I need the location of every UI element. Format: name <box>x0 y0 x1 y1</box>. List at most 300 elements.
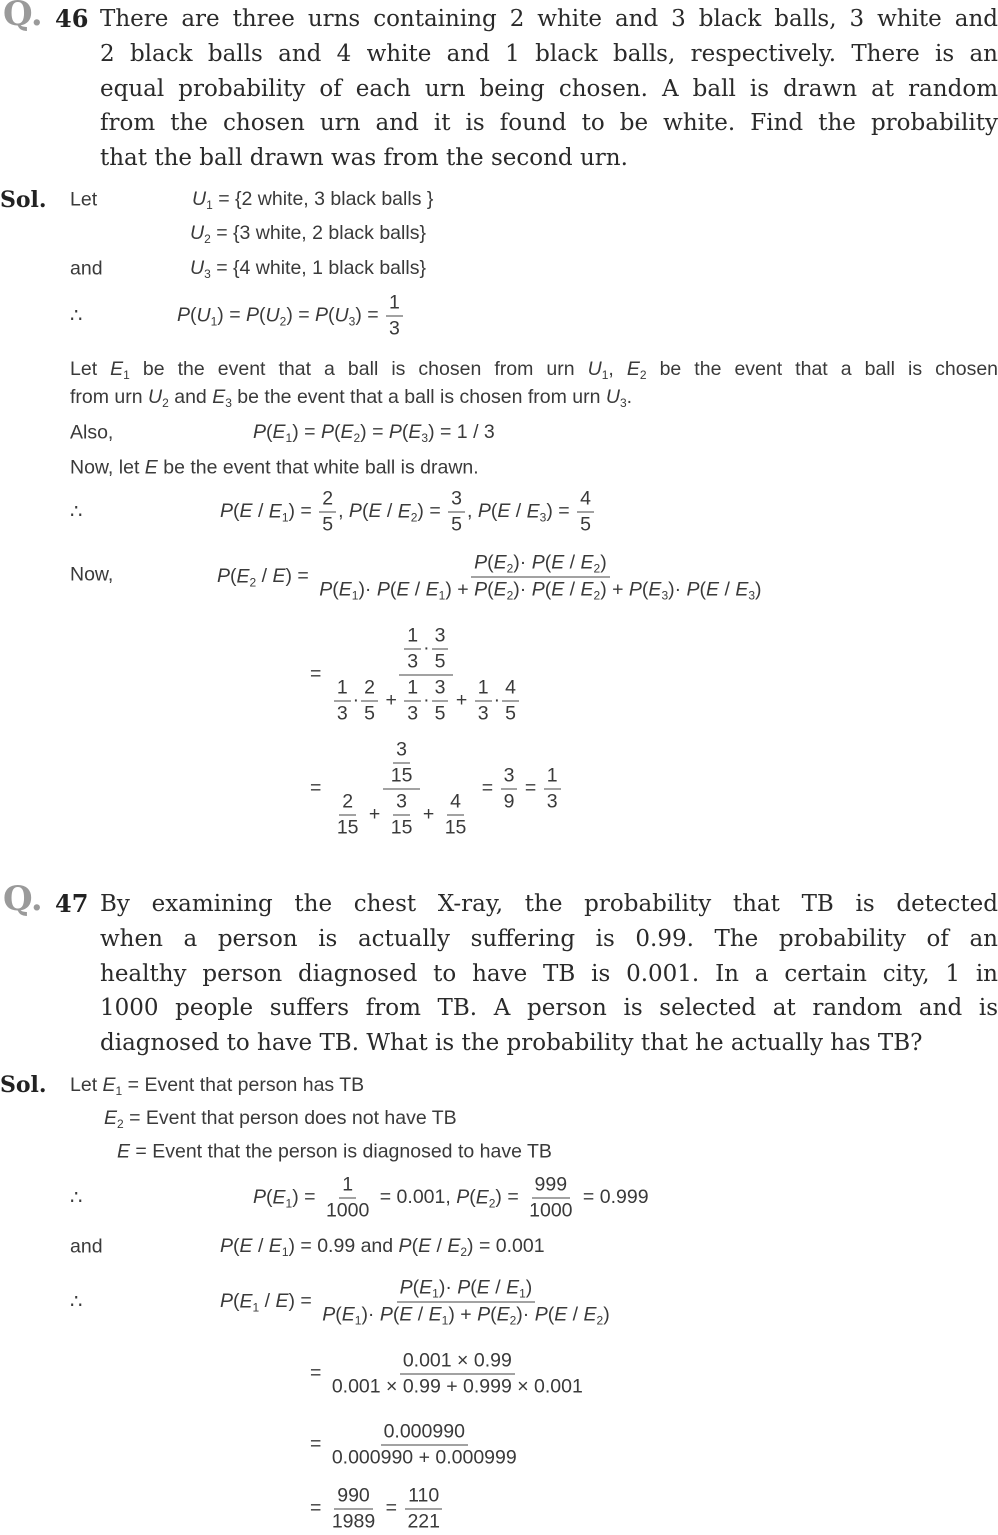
math-text: )· <box>668 578 687 601</box>
math-text: ) <box>600 551 607 574</box>
fraction <box>432 677 449 726</box>
math-text: = <box>519 777 542 800</box>
math-variable: $E_1$ <box>239 1290 260 1315</box>
question-47-line: diagnosed to have TB. What is the probability that he actually has TB? <box>100 1030 923 1056</box>
fraction-numerator <box>393 791 410 816</box>
fraction-denominator <box>388 764 416 788</box>
math-text: 1 <box>477 676 489 699</box>
math-text: 3 <box>407 702 419 725</box>
math-text: be the event that a ball is chosen <box>646 358 998 380</box>
math-text: / <box>381 500 398 523</box>
math-text: Let <box>70 358 111 380</box>
math-variable: P <box>531 551 545 574</box>
math-variable: P <box>474 551 488 574</box>
math-text: / <box>431 1235 448 1257</box>
math-variable: P <box>315 304 329 327</box>
math-subscript: 1 <box>281 1245 289 1259</box>
question-46-line: 2 black balls and 4 white and 1 black balls, respectively. There is an <box>100 41 998 67</box>
math-text: 15 <box>444 816 467 839</box>
math-text: ) = <box>286 304 316 327</box>
math-line <box>310 1350 588 1399</box>
math-variable: $E_2$ <box>104 1107 124 1131</box>
math-text: Let <box>70 1074 103 1096</box>
math-text: 3 <box>434 624 446 647</box>
math-text: ) = <box>495 1186 525 1209</box>
math-text: 1000 <box>529 1199 573 1222</box>
math-text: ( <box>259 304 266 327</box>
fraction-numerator <box>544 765 561 790</box>
math-variable: E <box>399 1303 413 1326</box>
math-text: / <box>252 500 269 523</box>
fraction <box>334 791 362 840</box>
math-text: ( <box>389 578 397 601</box>
fraction-numerator <box>397 1277 536 1303</box>
math-text: 5 <box>364 702 376 725</box>
math-variable: $E_3$ <box>526 500 547 525</box>
math-text: 0.001 × 0.99 <box>402 1349 512 1372</box>
math-text: )· <box>438 1276 458 1299</box>
math-text: / <box>409 578 426 601</box>
math-variable: $U_2$ <box>265 304 287 329</box>
math-text: = <box>310 663 327 686</box>
math-line <box>70 189 97 212</box>
fraction <box>329 1421 520 1470</box>
math-variable: P <box>177 304 191 327</box>
math-variable: $U_2$ <box>190 222 211 246</box>
fraction-numerator <box>432 677 449 702</box>
fraction-numerator <box>361 677 378 702</box>
fraction-denominator <box>544 790 561 814</box>
math-text: 1 <box>342 1173 354 1196</box>
math-subscript: 2 <box>460 1245 468 1259</box>
math-subscript: 1 <box>601 368 609 382</box>
math-variable: E <box>706 578 720 601</box>
math-text: be the event that a ball is chosen from urn <box>231 386 606 408</box>
fraction <box>323 1174 372 1223</box>
fraction-denominator <box>526 1199 575 1223</box>
math-line <box>117 1141 552 1164</box>
math-text: 4 <box>580 487 591 510</box>
math-text: ) = <box>355 304 385 327</box>
fraction-denominator <box>329 1375 586 1399</box>
math-subscript: 2 <box>596 1313 604 1328</box>
fraction <box>404 677 421 726</box>
math-variable: P <box>379 1303 393 1326</box>
fraction-numerator <box>502 677 519 702</box>
math-text: ( <box>401 421 409 443</box>
fraction <box>388 791 416 840</box>
math-text: + <box>450 689 473 712</box>
math-variable: $U_3$ <box>605 386 627 410</box>
fraction <box>329 1485 378 1534</box>
math-text: ( <box>544 551 552 574</box>
math-subscript: 1 <box>252 1300 260 1315</box>
math-text: ) = <box>217 304 247 327</box>
fraction-numerator <box>386 292 403 317</box>
fraction-denominator <box>501 790 518 814</box>
fraction <box>361 677 378 726</box>
question-46-line: from the chosen urn and it is found to be white. Find the probability <box>100 110 998 136</box>
math-text: ( <box>328 304 335 327</box>
fraction-denominator <box>329 1510 378 1534</box>
math-variable: $E_1$ <box>110 358 130 382</box>
math-text: ( <box>487 551 494 574</box>
math-line <box>70 1290 82 1314</box>
fraction-denominator <box>448 513 465 537</box>
math-subscript: 3 <box>225 396 232 410</box>
fraction-denominator <box>502 702 519 726</box>
math-subscript: 1 <box>115 1084 123 1098</box>
math-variable: E <box>551 578 565 601</box>
math-subscript: 1 <box>354 1313 362 1328</box>
math-variable: $E_1$ <box>425 578 446 603</box>
math-text: ( <box>266 1186 273 1209</box>
math-text: = 0.999 <box>577 1186 649 1209</box>
math-text: )· <box>516 1303 535 1326</box>
math-variable: P <box>246 304 260 327</box>
math-text: ) = <box>285 565 315 588</box>
math-text: / <box>564 551 581 574</box>
math-text: ( <box>547 1303 555 1326</box>
math-text: 1989 <box>331 1510 376 1533</box>
math-variable: $E_2$ <box>236 565 257 590</box>
fraction-denominator <box>334 816 362 840</box>
math-text: = Event that person does not have TB <box>123 1107 457 1129</box>
math-variable: P <box>348 500 362 523</box>
math-text: = {2 white, 3 black balls } <box>212 188 434 210</box>
math-subscript: 2 <box>162 396 169 410</box>
fraction <box>404 625 421 674</box>
math-variable: $E_2$ <box>580 551 601 576</box>
math-variable: $E_2$ <box>447 1235 468 1259</box>
math-text: ) = <box>288 500 318 523</box>
math-text: / <box>510 500 527 523</box>
fraction-denominator <box>388 816 416 840</box>
math-text: 3 <box>396 738 408 761</box>
math-text: 3 <box>389 317 400 340</box>
solution-label-47: Sol. <box>0 1072 47 1098</box>
math-variable: P <box>220 1290 234 1313</box>
math-subscript: 2 <box>279 314 287 329</box>
math-variable: E <box>275 1290 289 1313</box>
math-subscript: 1 <box>281 510 289 525</box>
fraction-denominator <box>404 1510 443 1534</box>
question-47-line: when a person is actually suffering is 0.99. The probability of an <box>100 926 998 952</box>
math-text: 2 <box>364 676 376 699</box>
math-text: 1000 <box>325 1199 370 1222</box>
math-text: 5 <box>580 513 591 536</box>
math-text: · <box>493 689 501 712</box>
math-text: ( <box>490 500 498 523</box>
math-variable: $E_2$ <box>340 421 361 445</box>
math-subscript: 2 <box>506 588 514 603</box>
fraction-denominator <box>475 702 492 726</box>
math-line <box>177 292 405 341</box>
math-text: ( <box>699 578 707 601</box>
fraction <box>544 765 561 814</box>
math-text: and <box>70 1235 103 1258</box>
math-subscript: 2 <box>353 431 361 445</box>
math-text: / <box>256 565 273 588</box>
math-text: 3 <box>407 650 419 673</box>
math-subscript: 2 <box>509 1313 517 1328</box>
math-variable: P <box>220 500 234 523</box>
math-text: ) <box>755 578 762 601</box>
fraction-denominator <box>432 702 449 726</box>
math-text: ( <box>332 578 339 601</box>
math-text: ) + <box>445 578 475 601</box>
question-mark-47: Q. <box>3 879 43 919</box>
fraction <box>577 488 594 537</box>
math-text: = <box>380 1497 403 1520</box>
math-variable: $E_2$ <box>626 358 647 382</box>
math-line <box>70 1074 364 1098</box>
math-subscript: 1 <box>206 198 213 212</box>
math-subscript: 1 <box>441 1313 449 1328</box>
fraction-numerator <box>400 1350 515 1375</box>
math-variable: P <box>686 578 700 601</box>
math-text: 1 <box>389 291 400 314</box>
math-variable: $U_3$ <box>190 257 211 281</box>
math-text: 4 <box>450 790 461 813</box>
math-line <box>70 422 113 445</box>
fraction-numerator <box>319 488 336 513</box>
math-text: / <box>412 1303 429 1326</box>
math-subscript: 3 <box>748 588 756 603</box>
math-text: 3 <box>451 487 462 510</box>
fraction-numerator <box>471 552 610 578</box>
math-line <box>70 1236 103 1259</box>
math-text: ) + <box>600 578 629 601</box>
math-text: 1 <box>407 624 419 647</box>
math-text: 999 <box>534 1173 568 1196</box>
math-text: ( <box>411 1235 419 1257</box>
math-variable: $U_2$ <box>148 386 169 410</box>
math-subscript: 1 <box>210 314 218 329</box>
math-line <box>70 1186 82 1210</box>
math-line <box>70 500 82 524</box>
math-text: + <box>363 803 386 826</box>
math-text: Now, let <box>70 456 145 479</box>
question-46-line: that the ball drawn was from the second urn. <box>100 145 628 171</box>
math-text: 1 <box>546 764 558 787</box>
math-variable: P <box>477 500 491 523</box>
math-variable: $E_1$ <box>272 421 293 445</box>
fraction-numerator <box>404 677 421 702</box>
math-line <box>310 625 526 726</box>
math-line <box>190 257 426 281</box>
math-subscript: 3 <box>619 396 627 410</box>
fraction-numerator <box>404 625 421 650</box>
fraction <box>386 292 403 341</box>
math-text: ( <box>233 1290 240 1313</box>
math-text: = <box>310 1497 327 1520</box>
math-variable: P <box>534 1303 548 1326</box>
math-text: 15 <box>390 764 413 787</box>
math-variable: $E_2$ <box>583 1303 604 1328</box>
math-variable: $E_2$ <box>475 1186 496 1211</box>
math-variable: P <box>220 1235 234 1257</box>
math-text: , <box>467 500 478 523</box>
math-variable: E <box>396 578 410 601</box>
math-variable: $E_2$ <box>397 500 418 525</box>
fraction <box>526 1174 575 1223</box>
math-text: + <box>417 803 440 826</box>
math-variable: $E_1$ <box>428 1303 449 1328</box>
fraction <box>501 765 518 814</box>
fraction-denominator <box>323 1199 372 1223</box>
fraction-denominator <box>404 702 421 726</box>
math-text: 990 <box>337 1484 370 1507</box>
math-variable: P <box>322 1303 336 1326</box>
math-subscript: 1 <box>351 588 359 603</box>
fraction-denominator <box>319 1303 612 1328</box>
math-subscript: 1 <box>438 588 446 603</box>
math-text: , <box>338 500 349 523</box>
math-subscript: 2 <box>639 368 647 382</box>
math-variable: P <box>388 421 402 443</box>
math-text: ) = <box>360 421 389 443</box>
solution-label-46: Sol. <box>0 187 47 213</box>
math-text: ) = 0.001 <box>467 1235 545 1257</box>
math-variable: $E_1$ <box>419 1276 439 1301</box>
fraction-numerator <box>399 625 453 676</box>
math-variable: E <box>476 1276 490 1299</box>
math-text: and <box>70 257 103 280</box>
math-subscript: 2 <box>204 232 211 246</box>
fraction-denominator <box>329 676 524 726</box>
math-variable: P <box>628 578 642 601</box>
math-subscript: 2 <box>488 1196 496 1211</box>
math-variable: $U_1$ <box>587 358 609 382</box>
math-text: · <box>423 637 430 660</box>
math-variable: $U_3$ <box>334 304 356 329</box>
math-variable: E <box>368 500 382 523</box>
math-variable: $E_2$ <box>493 551 514 576</box>
fraction-numerator <box>532 1174 571 1199</box>
math-variable: $E_2$ <box>493 578 514 603</box>
fraction-denominator <box>386 317 403 341</box>
fraction-numerator <box>393 739 410 764</box>
math-text: ( <box>266 421 273 443</box>
fraction-denominator <box>404 650 421 674</box>
fraction <box>442 791 470 840</box>
math-text: be the event that a ball is chosen from urn <box>129 358 588 380</box>
math-variable: E <box>239 500 253 523</box>
question-number-47: 47 <box>55 889 89 918</box>
fraction-numerator <box>448 488 465 513</box>
math-text: ) = 1 / 3 <box>428 421 495 443</box>
math-text: ( <box>469 1186 476 1209</box>
math-variable: E <box>551 551 565 574</box>
question-47-line: By examining the chest X-ray, the probability that TB is detected <box>100 891 998 917</box>
math-text: + <box>380 689 403 712</box>
math-line <box>70 457 479 480</box>
math-text: ( <box>470 1276 477 1299</box>
question-46-line: equal probability of each urn being chosen. A ball is drawn at random <box>100 76 998 102</box>
math-line <box>220 1235 545 1259</box>
fraction-denominator <box>319 513 336 537</box>
fraction <box>319 488 336 537</box>
question-47-line: 1000 people suffers from TB. A person is selected at random and is <box>100 995 998 1021</box>
math-text: ) = <box>546 500 576 523</box>
math-variable: P <box>456 1186 470 1209</box>
math-variable: E <box>272 565 286 588</box>
fraction <box>319 1277 612 1328</box>
math-variable: E <box>117 1140 131 1163</box>
fraction <box>316 552 764 603</box>
question-47-line: healthy person diagnosed to have TB is 0.001. In a certain city, 1 in <box>100 961 998 987</box>
math-text: = <box>310 777 327 800</box>
math-subscript: 1 <box>519 1286 526 1301</box>
math-text: ∴ <box>70 501 83 523</box>
math-text: ( <box>544 578 552 601</box>
math-line <box>220 488 596 537</box>
math-text: ∴ <box>70 1187 83 1209</box>
math-variable: $U_1$ <box>196 304 218 329</box>
math-subscript: 3 <box>348 314 356 329</box>
fraction-numerator <box>447 791 464 816</box>
math-text: ∴ <box>70 305 83 327</box>
math-text: 1 <box>407 676 419 699</box>
math-variable: P <box>376 578 390 601</box>
math-subscript: 2 <box>506 561 514 576</box>
math-text: ( <box>233 500 240 523</box>
fraction-numerator <box>501 765 518 790</box>
math-line <box>220 1277 615 1328</box>
fraction-numerator <box>381 1421 468 1446</box>
math-variable: P <box>474 578 488 601</box>
math-variable: P <box>217 565 231 588</box>
math-text: = Event that person has TB <box>122 1074 365 1096</box>
math-subscript: 2 <box>410 510 418 525</box>
math-text: = <box>310 1362 327 1385</box>
math-variable: P <box>399 1276 413 1299</box>
math-variable: $E_1$ <box>102 1074 123 1098</box>
math-text: 15 <box>336 816 359 839</box>
math-text: 5 <box>434 650 446 673</box>
math-text: Also, <box>70 421 114 444</box>
math-variable: P <box>253 1186 267 1209</box>
fraction-numerator <box>405 1485 442 1510</box>
math-line <box>190 222 426 246</box>
fraction-numerator <box>475 677 492 702</box>
math-line <box>217 552 767 603</box>
question-number-46: 46 <box>55 4 89 33</box>
math-variable: $E_3$ <box>408 421 429 445</box>
fraction <box>329 625 524 726</box>
math-variable: $E_2$ <box>496 1303 517 1328</box>
math-text: 0.000990 + 0.000999 <box>331 1446 517 1469</box>
math-subscript: 3 <box>421 431 429 445</box>
math-line <box>310 1421 522 1470</box>
math-text: ) = <box>292 421 321 443</box>
math-variable: E <box>554 1303 568 1326</box>
math-text: ( <box>490 1303 497 1326</box>
fraction <box>404 1485 443 1534</box>
math-text: 0.001 × 0.99 + 0.999 × 0.001 <box>331 1375 583 1398</box>
math-text: 3 <box>396 790 408 813</box>
math-text: 5 <box>505 702 516 725</box>
math-text: 2 <box>342 790 354 813</box>
fraction <box>502 677 519 726</box>
fraction-numerator <box>383 739 421 790</box>
fraction <box>334 677 351 726</box>
fraction-numerator <box>334 677 351 702</box>
math-text: ) <box>603 1303 610 1326</box>
math-text: 110 <box>408 1484 440 1507</box>
math-text: ( <box>335 1303 342 1326</box>
